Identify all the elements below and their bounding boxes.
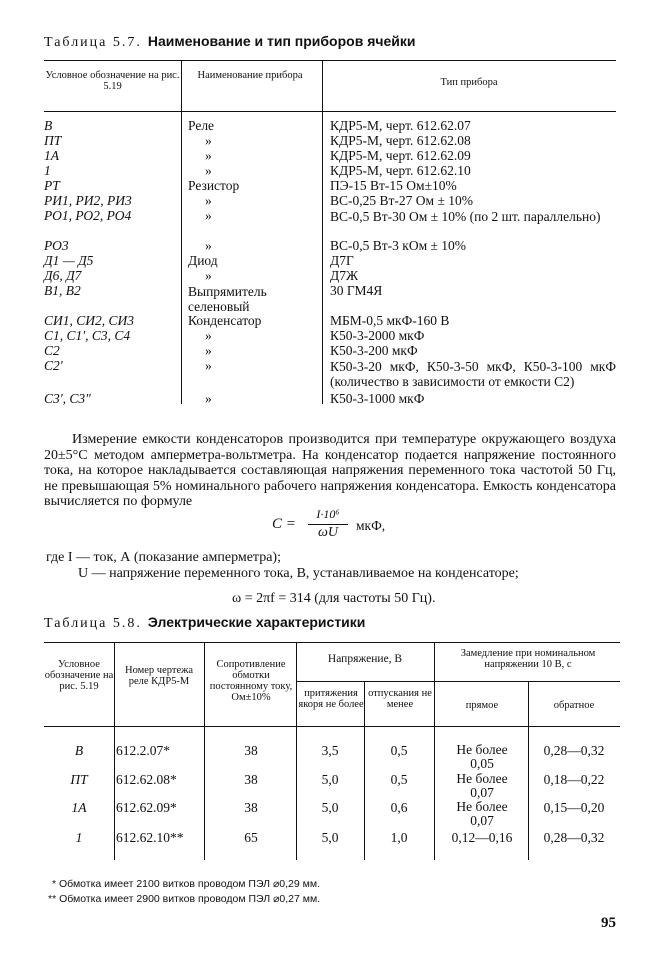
row-resistance: 38 (244, 772, 258, 787)
row-name: » (205, 148, 212, 163)
table-label: Таблица 5.8. (44, 616, 142, 631)
row-type: ВС-0,5 Вт-3 кОм ± 10% (330, 238, 467, 253)
column-header: Сопротивление обмотки постоянному току, Ом±10% (209, 659, 293, 703)
row-type: Д7Г (330, 253, 354, 268)
row-code: 1А (71, 800, 87, 815)
row-type: 30 ГМ4Я (330, 283, 383, 298)
row-code: С1, С1', С3, С4 (44, 328, 131, 343)
row-name: » (205, 163, 212, 178)
row-code: ПТ (70, 772, 88, 787)
row-code: РТ (44, 178, 60, 193)
row-code: Д6, Д7 (44, 268, 82, 283)
row-name: » (205, 133, 212, 148)
column-header: прямое (465, 700, 499, 711)
paragraph-text: Измерение емкости конденсаторов производится при температуре окружающего воздуха 20±5°С методом амперметра-вольтметра. На конденсатор подается напряжение постоянного тока, на которое накладывается составляющая напряжения переменного тока частотой 50 Гц, не превышающая 5% номинального рабочего напряжения конденсатора. Емкость конденсатора вычисляется по формуле (44, 432, 616, 509)
row-name: » (205, 238, 212, 253)
row-attract: 5,0 (321, 830, 339, 845)
row-name: Резистор (188, 178, 240, 193)
row-type: К50-3-200 мкФ (330, 343, 418, 358)
row-code: Д1 — Д5 (44, 253, 94, 268)
row-attract: 5,0 (321, 800, 339, 815)
formula-lhs: C = (272, 516, 296, 532)
row-release: 0,5 (390, 772, 408, 787)
table-rule (296, 681, 620, 682)
row-type: К50-3-2000 мкФ (330, 328, 425, 343)
row-code: РИ1, РИ2, РИ3 (44, 193, 132, 208)
row-type: КДР5-М, черт. 612.62.08 (330, 133, 471, 148)
column-divider (322, 60, 323, 404)
row-name: » (205, 328, 212, 343)
column-header: отпускания не менее (368, 688, 432, 710)
row-resistance: 65 (244, 830, 258, 845)
row-type: КДР5-М, черт. 612.62.09 (330, 148, 471, 163)
row-code: В1, В2 (44, 283, 81, 298)
row-code: РО3 (44, 238, 69, 253)
row-release: 0,5 (390, 743, 408, 758)
row-name: » (205, 268, 212, 283)
table-title: Наименование и тип приборов ячейки (147, 33, 416, 49)
row-release: 0,6 (390, 800, 408, 815)
row-code: СИ1, СИ2, СИ3 (44, 313, 135, 328)
row-relay: 612.2.07* (116, 743, 170, 758)
column-divider (204, 642, 205, 860)
row-name: » (205, 193, 212, 208)
table-rule (44, 642, 620, 643)
column-header: Наименование прибора (197, 70, 303, 81)
row-direct: Не более 0,05 (456, 742, 508, 771)
row-code: 1 (44, 163, 51, 178)
row-type: КДР5-М, черт. 612.62.10 (330, 163, 471, 178)
column-header: Условное обозначение на рис. 5.19 (44, 659, 114, 692)
row-direct: Не более 0,07 (456, 771, 508, 800)
column-header: Тип прибора (440, 77, 498, 88)
row-code: В (74, 743, 84, 758)
row-type: ВС-0,5 Вт-30 Ом ± 10% (по 2 шт. параллельно) (330, 209, 601, 224)
page-number: 95 (601, 915, 616, 931)
row-type: ПЭ-15 Вт-15 Ом±10% (330, 178, 457, 193)
row-type: К50-3-20 мкФ, К50-3-50 мкФ, К50-3-100 мкФ (количество в зависимости от емкости С2) (330, 359, 616, 389)
row-type: Д7Ж (330, 268, 359, 283)
column-header: обратное (553, 700, 595, 711)
body-paragraph (44, 432, 616, 510)
column-divider (434, 642, 435, 860)
row-code: ПТ (44, 133, 62, 148)
row-code: С3', С3" (44, 391, 91, 406)
row-type: К50-3-1000 мкФ (330, 391, 425, 406)
row-code: 1А (44, 148, 59, 163)
row-name: » (205, 391, 212, 406)
table-5-7-caption (44, 33, 416, 51)
row-name: » (205, 208, 212, 223)
row-code: РО1, РО2, РО4 (44, 208, 132, 223)
column-header: Напряжение, В (327, 653, 403, 665)
row-attract: 3,5 (321, 743, 339, 758)
column-header: Номер чертежа реле КДР5-М (124, 665, 194, 687)
where-line-current: где I — ток, А (показание амперметра); (46, 550, 281, 565)
omega-formula: ω = 2πf = 314 (для частоты 50 Гц). (232, 591, 436, 606)
row-direct: Не более 0,07 (456, 799, 508, 828)
column-header: Замедление при номинальном напряжении 10 В, с (460, 648, 596, 670)
row-resistance: 38 (244, 800, 258, 815)
row-name: » (205, 343, 212, 358)
row-relay: 612.62.09* (116, 800, 177, 815)
row-code: С2 (44, 343, 60, 358)
row-relay: 612.62.08* (116, 772, 177, 787)
row-name: Выпрямитель селеновый (188, 284, 267, 314)
row-reverse: 0,28—0,32 (543, 830, 605, 845)
formula-denominator: ωU (318, 525, 338, 540)
row-reverse: 0,18—0,22 (543, 772, 605, 787)
row-attract: 5,0 (321, 772, 339, 787)
row-reverse: 0,28—0,32 (543, 743, 605, 758)
row-release: 1,0 (390, 830, 408, 845)
table-rule (44, 111, 616, 112)
formula-numerator: I·10⁶ (316, 507, 340, 521)
formula-unit: мкФ, (356, 518, 386, 533)
row-name: Реле (188, 118, 215, 133)
row-code: В (44, 118, 53, 133)
column-header: Условное обозначение на рис. 5.19 (45, 70, 180, 92)
row-code: С2' (44, 358, 63, 373)
row-reverse: 0,15—0,20 (543, 800, 605, 815)
footnote: ** Обмотка имеет 2900 витков проводом ПЭЛ ⌀0,27 мм. (48, 893, 321, 905)
row-type: КДР5-М, черт. 612.62.07 (330, 118, 471, 133)
table-5-8-caption (44, 614, 365, 632)
table-rule (44, 60, 616, 61)
column-divider (181, 60, 182, 404)
row-name: » (205, 358, 212, 373)
column-header: притяжения якоря не более (298, 688, 364, 710)
where-line-voltage: U — напряжение переменного тока, В, устанавливаемое на конденсаторе; (78, 566, 519, 581)
row-type: МБМ-0,5 мкФ-160 В (330, 313, 450, 328)
row-code: 1 (75, 830, 83, 845)
row-type: ВС-0,25 Вт-27 Ом ± 10% (330, 193, 473, 208)
footnote: * Обмотка имеет 2100 витков проводом ПЭЛ ⌀0,29 мм. (52, 878, 321, 890)
row-name: Диод (188, 253, 218, 268)
row-resistance: 38 (244, 743, 258, 758)
row-relay: 612.62.10** (116, 830, 184, 845)
column-divider (114, 642, 115, 860)
row-name: Конденсатор (188, 313, 262, 328)
table-rule (44, 726, 620, 727)
row-direct: 0,12—0,16 (451, 830, 513, 845)
table-title: Электрические характеристики (147, 614, 366, 630)
table-label: Таблица 5.7. (44, 35, 142, 50)
